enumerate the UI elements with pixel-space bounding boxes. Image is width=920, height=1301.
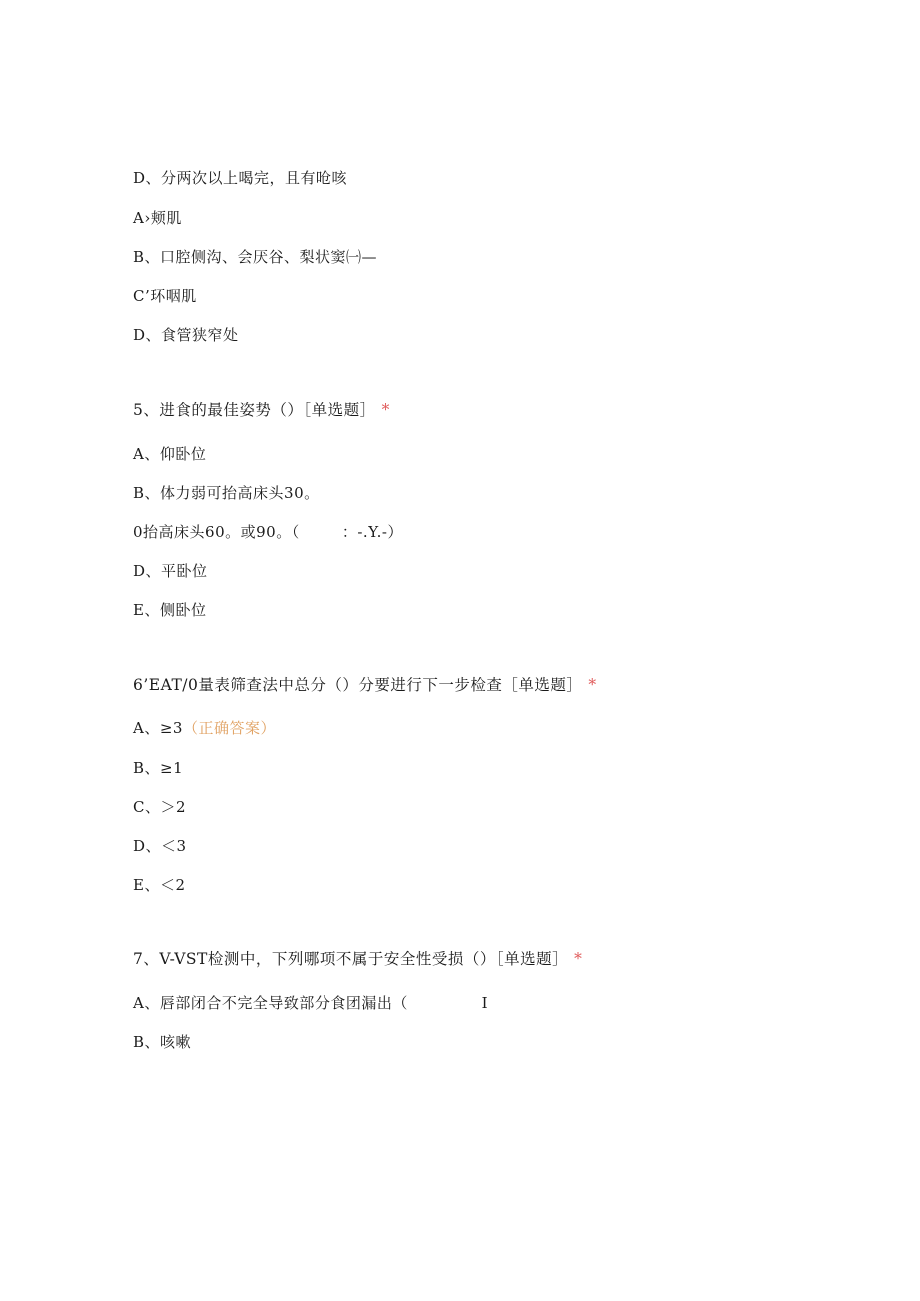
question-5-title (133, 400, 390, 420)
q6-option-c: C、＞2 (133, 798, 187, 816)
q5-option-b: B、体力弱可抬高床头30。 (133, 484, 320, 502)
question-7-title (133, 949, 582, 969)
q6-option-a (133, 718, 276, 738)
option-a-prev: A›颊肌 (133, 209, 182, 227)
question-6-title (133, 675, 597, 695)
q7-option-b: B、咳嗽 (133, 1033, 192, 1051)
q7-option-a: A、唇部闭合不完全导致部分食团漏出（ I (133, 994, 489, 1012)
required-mark: * (574, 950, 583, 968)
question-6-text: 6’EAT/0量表筛查法中总分（）分要进行下一步检查［单选题］ (133, 676, 583, 694)
required-mark: * (381, 401, 390, 419)
option-b-prev: B、口腔侧沟、会厌谷、梨状窦㈠— (133, 248, 378, 266)
q5-option-c: 0抬高床头60。或90。（ ：-.Y.-） (133, 523, 404, 541)
option-c-prev: C’环咽肌 (133, 287, 197, 305)
q5-option-e: E、侧卧位 (133, 601, 207, 619)
q5-option-a: A、仰卧位 (133, 445, 207, 463)
option-d-prev: D、分两次以上喝完，且有呛咳 (133, 169, 348, 187)
q6-option-e: E、＜2 (133, 876, 186, 894)
q5-option-d: D、平卧位 (133, 562, 208, 580)
q6-option-b: B、≥1 (133, 759, 184, 777)
question-5-text: 5、进食的最佳姿势（）［单选题］ (133, 401, 376, 419)
correct-answer-tag: （正确答案） (182, 719, 276, 737)
question-7-text: 7、V-VST检测中，下列哪项不属于安全性受损（）［单选题］ (133, 950, 569, 968)
required-mark: * (588, 676, 597, 694)
q6-option-a-text: A、≥3 (133, 719, 183, 737)
option-d2-prev: D、食管狭窄处 (133, 326, 239, 344)
q6-option-d: D、＜3 (133, 837, 187, 855)
